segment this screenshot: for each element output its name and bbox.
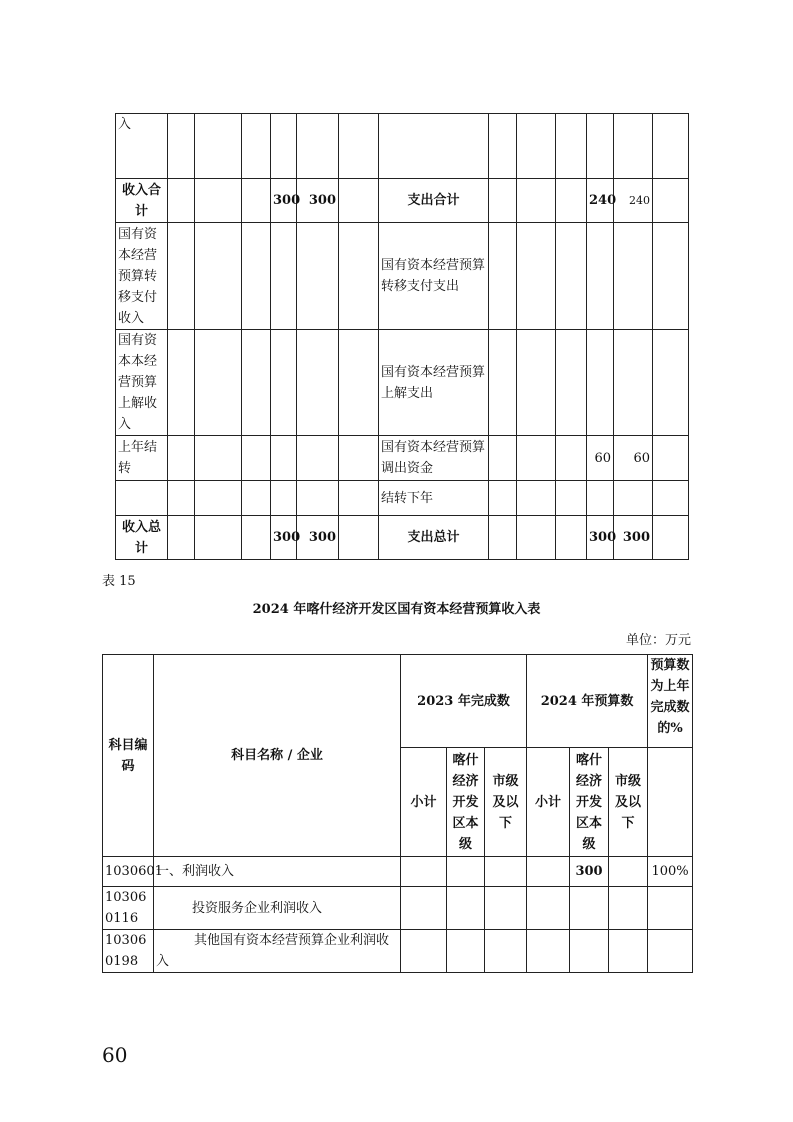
- revenue-table: [102, 654, 693, 973]
- row-label: 收入合计: [116, 179, 168, 223]
- header-2024: 2024 年预算数: [527, 655, 648, 748]
- row-label: 国有资本本经营预算上解收入: [116, 330, 168, 436]
- header-subtotal: 小计: [401, 748, 447, 857]
- row-name: 投资服务企业利润收入: [154, 887, 401, 930]
- table-row: [103, 930, 693, 973]
- row-budget-subtotal: 300: [570, 857, 609, 887]
- table-row: [116, 179, 689, 223]
- header-2023: 2023 年完成数: [401, 655, 527, 748]
- expense-value: 60: [587, 436, 614, 481]
- table-row: [116, 436, 689, 481]
- header-name: 科目名称 / 企业: [154, 655, 401, 857]
- balance-table: [115, 113, 689, 560]
- row-code: 103060198: [103, 930, 154, 973]
- row-label: 入: [116, 114, 168, 179]
- row-label: 收入总计: [116, 516, 168, 560]
- income-value: 300: [271, 179, 297, 223]
- row-label: 国有资本经营预算转移支付收入: [116, 223, 168, 330]
- expense-label: 支出合计: [379, 179, 489, 223]
- header-subtotal: 小计: [527, 748, 570, 857]
- table-row: [116, 330, 689, 436]
- row-code: 103060116: [103, 887, 154, 930]
- header-local: 喀什经济开发区本级: [447, 748, 485, 857]
- expense-value: 60: [614, 436, 653, 481]
- page-number: 60: [102, 1043, 128, 1067]
- income-value: 300: [297, 179, 339, 223]
- income-value: 300: [297, 516, 339, 560]
- table-row: [116, 516, 689, 560]
- row-ratio: 100%: [648, 857, 693, 887]
- income-value: 300: [271, 516, 297, 560]
- table-row: [116, 481, 689, 516]
- table-row: [116, 223, 689, 330]
- expense-label: 国有资本经营预算调出资金: [379, 436, 489, 481]
- expense-value: 300: [614, 516, 653, 560]
- row-code: 1030601: [103, 857, 154, 887]
- expense-value: 300: [587, 516, 614, 560]
- expense-label: 国有资本经营预算转移支付支出: [379, 223, 489, 330]
- row-label: [116, 481, 168, 516]
- expense-label: 支出总计: [379, 516, 489, 560]
- expense-label: 结转下年: [379, 481, 489, 516]
- expense-value: 240: [587, 179, 614, 223]
- row-name: 一、利润收入: [154, 857, 401, 887]
- row-label: 上年结转: [116, 436, 168, 481]
- table-number: 表 15: [102, 574, 136, 589]
- expense-label: 国有资本经营预算上解支出: [379, 330, 489, 436]
- header-city: 市级及以下: [485, 748, 527, 857]
- header-local: 喀什经济开发区本级: [570, 748, 609, 857]
- table-row: [116, 114, 689, 179]
- header-city: 市级及以下: [609, 748, 648, 857]
- table-row: [103, 887, 693, 930]
- expense-value: 240: [614, 179, 653, 223]
- table-row: [103, 857, 693, 887]
- header-code: 科目编码: [103, 655, 154, 857]
- unit-label: 单位：万元: [625, 633, 691, 648]
- header-ratio: 预算数为上年完成数的%: [648, 655, 693, 748]
- table-title: 2024 年喀什经济开发区国有资本经营预算收入表: [252, 602, 541, 617]
- row-name: 其他国有资本经营预算企业利润收入: [154, 930, 401, 973]
